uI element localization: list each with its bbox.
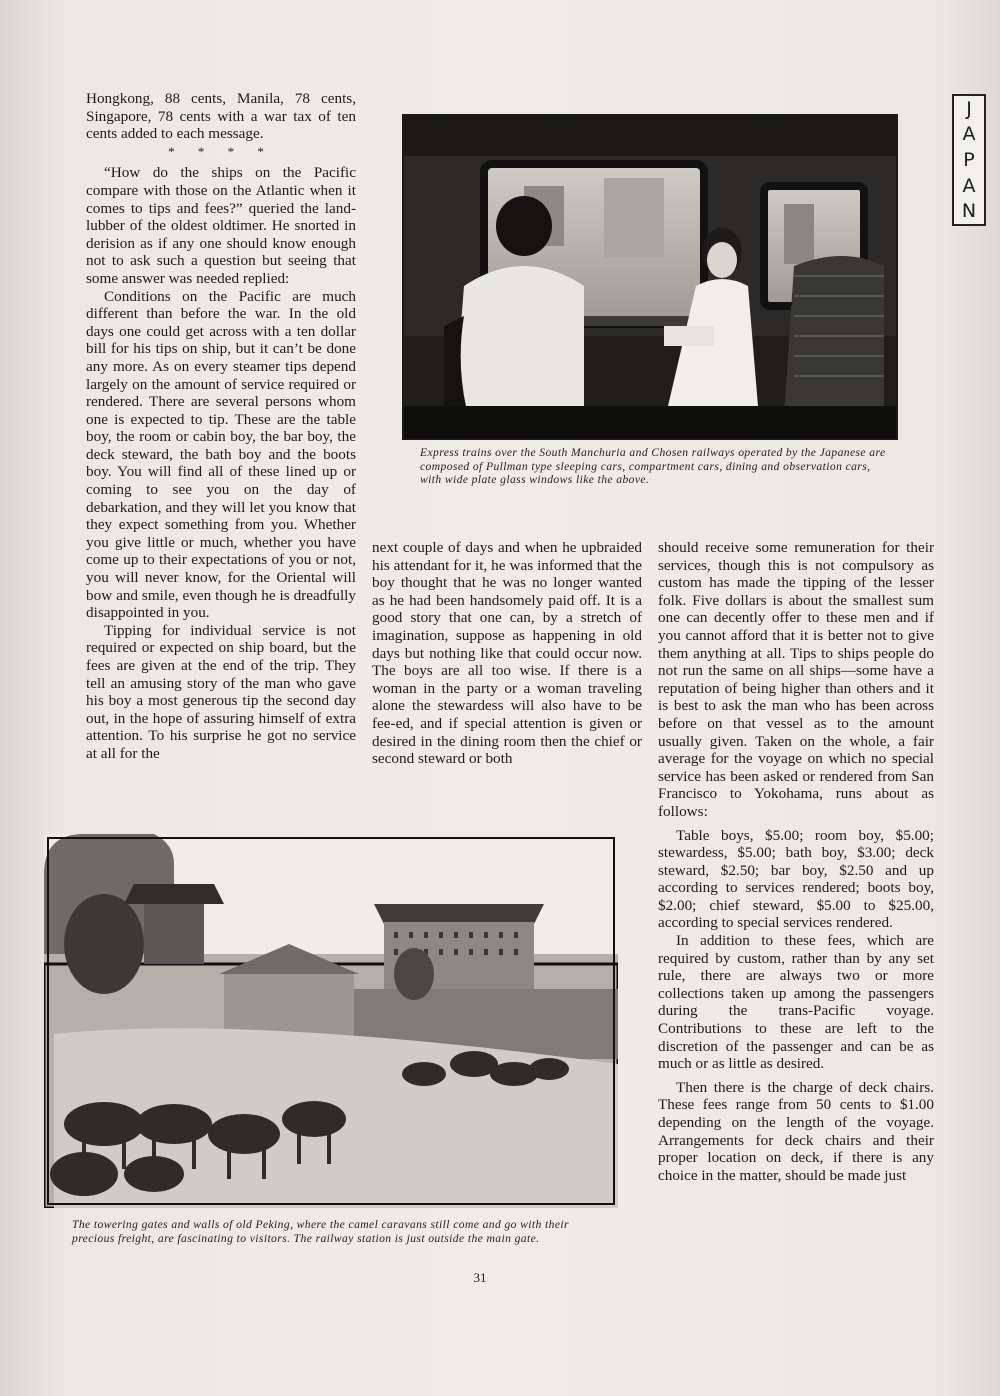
text-column-middle	[372, 539, 642, 768]
peking-gate-illustration	[44, 834, 618, 1208]
peking-gate-photo	[44, 834, 618, 1208]
text-column-left	[86, 90, 356, 763]
paragraph: Tipping for individual service is not required or expected on ship board, but the fees are given at the end of the trip. They tell an amusing story of the man who gave his boy a most generous tip the second day out, in the hope of assuring himself of extra attention. To his surprise he got no service at all for the	[86, 621, 356, 762]
tab-letter: A	[962, 123, 976, 146]
tab-letter: N	[961, 200, 977, 223]
tab-letter: A	[962, 174, 976, 197]
train-interior-illustration	[404, 116, 896, 438]
text-column-right	[658, 539, 934, 1184]
japan-section-tab	[952, 94, 986, 226]
paragraph: In addition to these fees, which are required by custom, rather than by any set rule, there are always two or more collections taken up among the passengers during the trans-Pacific voyage. Contributions to these are left to the discretion of the passenger and can be as much or as little as desired.	[658, 932, 934, 1073]
tab-letter: J	[966, 97, 972, 120]
tab-letter: P	[963, 148, 975, 171]
train-interior-photo	[402, 114, 898, 440]
page-number: 31	[473, 1270, 487, 1285]
paragraph: Conditions on the Pacific are much different than before the war. In the old days one could get across with a ten dollar bill for his tips on ship, but it can’t be done any more. As on every steamer tips depend largely on the amount of service required or rendered. There are several persons whom one is expected to tip. These are the table boy, the room or cabin boy, the bar boy, the deck steward, the bath boy and the boots boy. You will find all of these lined up or coming to see you on the day of debarkation, and they will let you know that they expect something from you. Whether you give little or much, whether you have come up to their expectations of you or not, you will never know, for the Oriental will bow and smile, even though he is dreadfully disappointed in you.	[86, 287, 356, 622]
paragraph: next couple of days and when he upbraided his attendant for it, he was informed that the boy thought that he was no longer wanted as he had been handsomely paid off. It is a good story that one can, by a stretch of imagination, suppose as happening in old days but nothing like that could occur now. The boys are all too wise. If there is a woman in the party or a woman traveling alone the stewardess will also have to be fee-ed, and if special attention is given or desired in the dining room then the chief or second steward or both	[372, 539, 642, 768]
tip-schedule-paragraph: Table boys, $5.00; room boy, $5.00; stewardess, $5.00; bath boy, $3.00; deck steward, $2.50; bar boy, $2.50 and up according to services rendered; boots boy, $2.00; chief steward, $5.00 to $25.00, according to special services rendered.	[658, 826, 934, 932]
paragraph: “How do the ships on the Pacific compare with those on the Atlantic when it comes to tips and fees?” queried the land-lubber of the oldest oldtimer. He snorted in derision as if any one should know enough not to ask such a question but seeing that some answer was needed replied:	[86, 164, 356, 287]
paragraph: Then there is the charge of deck chairs. These fees range from 50 cents to $1.00 depending on the length of the voyage. Arrangements for deck chairs and their proper location on deck, if there is any choice in the matter, should be made just	[658, 1078, 934, 1184]
paragraph: Hongkong, 88 cents, Manila, 78 cents, Singapore, 78 cents with a war tax of ten cents added to each message.	[86, 90, 356, 143]
peking-photo-caption: The towering gates and walls of old Peking, where the camel caravans still come and go with their precious freight, are fascinating to visitors. The railway station is just outside the main gate.	[72, 1218, 569, 1245]
train-photo-caption: Express trains over the South Manchuria and Chosen railways operated by the Japanese are composed of Pullman type sleeping cars, compartment cars, dining and observation cars, with wide plate glass windows like the above.	[420, 446, 886, 487]
paragraph: should receive some remuneration for their services, though this is not compulsory as custom has made the tipping of the lesser folk. Five dollars is about the smallest sum one can decently offer to these men and if you cannot afford that it is better not to give them anything at all. Tips to ships people do not run the same on all ships—some have a reputation of being higher than others and it is best to ask the man who has been across before on that vessel as to the amount usually given. Taken on the whole, a fair average for the voyage on which no special service has been asked or rendered from San Francisco to Yokohama, runs about as follows:	[658, 539, 934, 820]
section-separator: * * * *	[168, 143, 274, 159]
